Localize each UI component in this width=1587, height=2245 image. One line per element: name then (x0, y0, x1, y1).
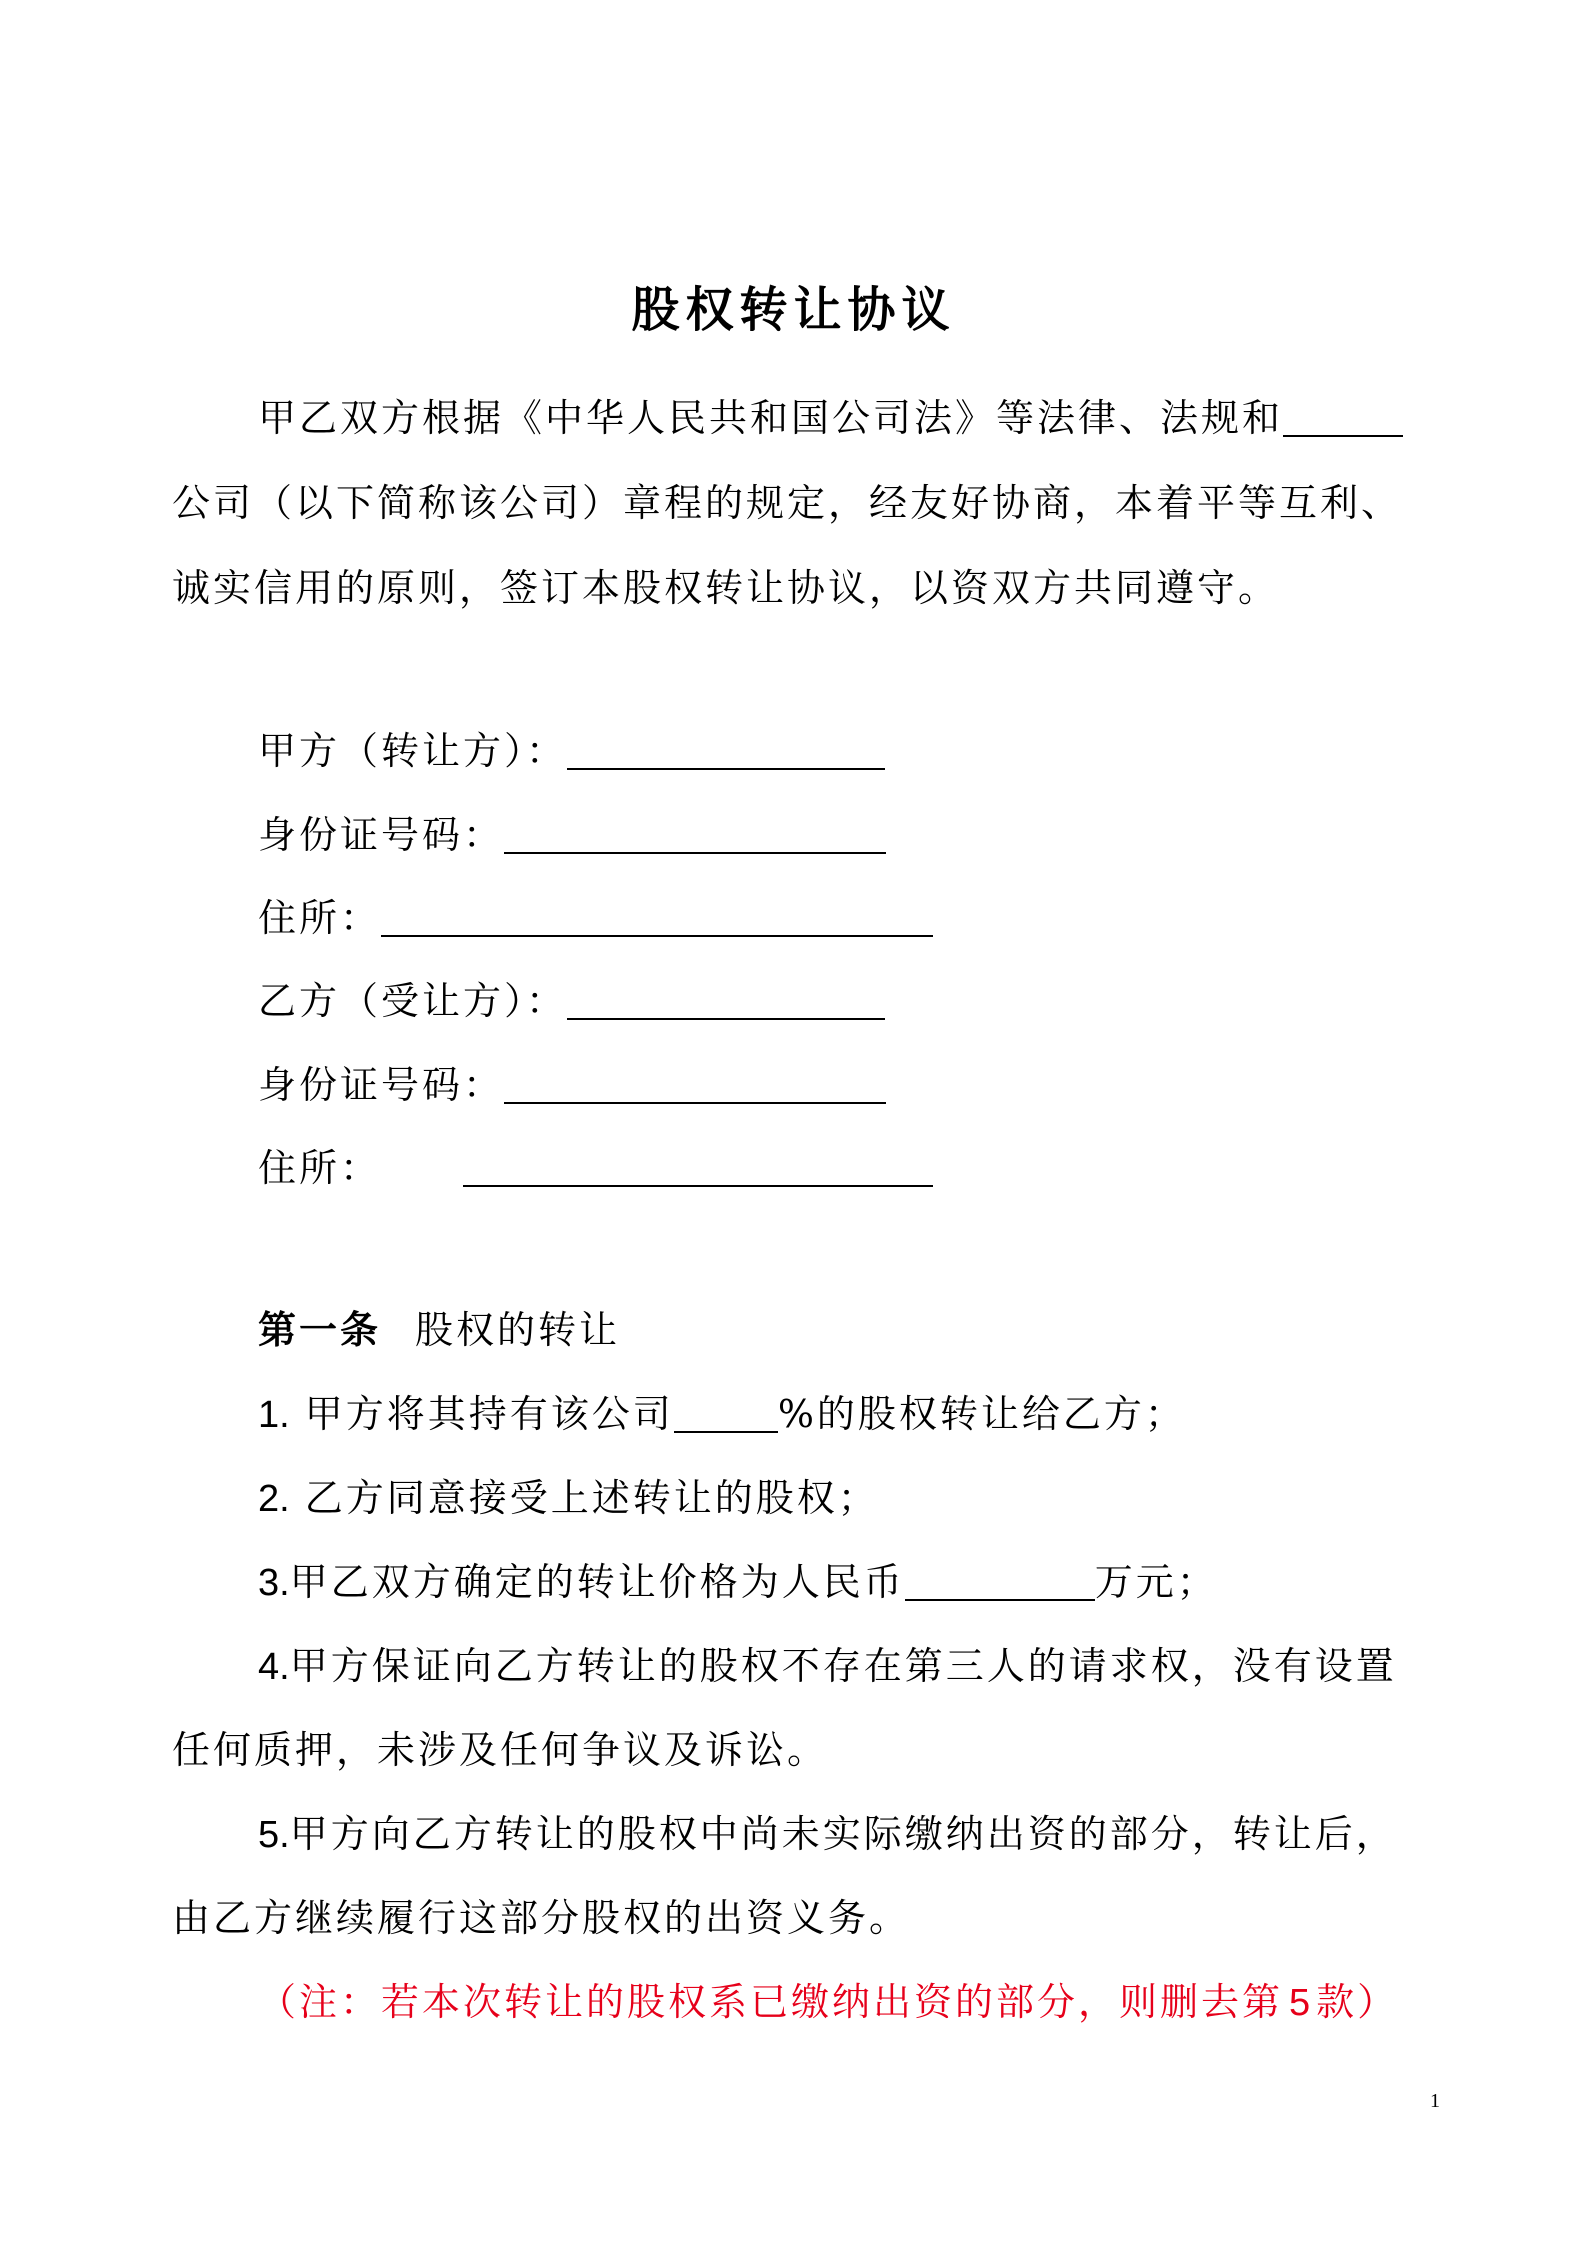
party-b-row (258, 976, 885, 1026)
page-number: 1 (1430, 2090, 1440, 2112)
intro-line-3: 诚实信用的原则，签订本股权转让协议，以资双方共同遵守。 (172, 566, 1280, 610)
company-name-blank[interactable] (1283, 399, 1403, 437)
item-3-text-post: 万元； (1094, 1560, 1218, 1604)
intro-line-1 (258, 393, 1403, 443)
item-3-text-pre: 甲乙双方确定的转让价格为人民币 (289, 1560, 905, 1604)
article-1-item-5-line-1 (258, 1809, 1397, 1860)
party-a-id-row (258, 810, 886, 860)
article-1-item-3 (258, 1557, 1218, 1608)
item-2-number: 2. (258, 1478, 290, 1520)
item-4-number: 4. (258, 1646, 290, 1688)
party-a-row (258, 726, 885, 776)
share-percent-blank[interactable] (674, 1395, 778, 1433)
note-number: 5 (1289, 1982, 1311, 2024)
party-b-id-blank[interactable] (504, 1066, 886, 1104)
article-1-heading (258, 1305, 620, 1355)
party-b-label: 乙方（受让方）： (258, 979, 568, 1023)
party-a-address-row (258, 893, 933, 943)
item-1-text-pre: 甲方将其持有该公司 (304, 1392, 674, 1436)
party-a-id-blank[interactable] (504, 816, 886, 854)
party-b-id-label: 身份证号码： (258, 1063, 505, 1107)
article-1-item-4-line-1 (258, 1641, 1397, 1692)
party-b-address-blank[interactable] (463, 1149, 933, 1187)
price-blank[interactable] (905, 1563, 1095, 1601)
party-b-address-row (258, 1143, 933, 1193)
article-1-number: 第一条 (258, 1307, 382, 1352)
note-text-post: 款） (1316, 1980, 1399, 2024)
party-a-address-label: 住所： (258, 896, 382, 940)
party-b-id-row (258, 1060, 886, 1110)
note-text-pre: （注：若本次转让的股权系已缴纳出资的部分，则删去第 (258, 1980, 1284, 2024)
item-5-text-1: 甲方向乙方转让的股权中尚未实际缴纳出资的部分，转让后， (289, 1812, 1397, 1856)
item-5-number: 5. (258, 1814, 290, 1856)
party-a-id-label: 身份证号码： (258, 813, 505, 857)
party-a-label: 甲方（转让方）： (258, 729, 568, 773)
party-a-address-blank[interactable] (381, 899, 933, 937)
intro-line-2: 公司（以下简称该公司）章程的规定，经友好协商，本着平等互利、 (172, 481, 1403, 525)
party-b-blank[interactable] (567, 982, 885, 1020)
intro-text-1: 甲乙双方根据《中华人民共和国公司法》等法律、法规和 (258, 396, 1284, 440)
article-1-item-4-line-2: 任何质押，未涉及任何争议及诉讼。 (172, 1728, 829, 1772)
article-1-item-1 (258, 1389, 1186, 1440)
article-1-title: 股权的转让 (415, 1308, 621, 1352)
deletion-note (258, 1977, 1398, 2028)
item-1-text-post: %的股权转让给乙方； (777, 1392, 1186, 1436)
item-1-number: 1. (258, 1394, 290, 1436)
item-3-number: 3. (258, 1562, 290, 1604)
article-1-item-5-line-2: 由乙方继续履行这部分股权的出资义务。 (172, 1896, 911, 1940)
item-4-text-1: 甲方保证向乙方转让的股权不存在第三人的请求权，没有设置 (289, 1644, 1397, 1688)
party-a-blank[interactable] (567, 732, 885, 770)
item-2-text: 乙方同意接受上述转让的股权； (304, 1476, 879, 1520)
party-b-address-label: 住所： (258, 1146, 382, 1190)
document-title: 股权转让协议 (631, 282, 956, 338)
article-1-item-2 (258, 1473, 879, 1524)
